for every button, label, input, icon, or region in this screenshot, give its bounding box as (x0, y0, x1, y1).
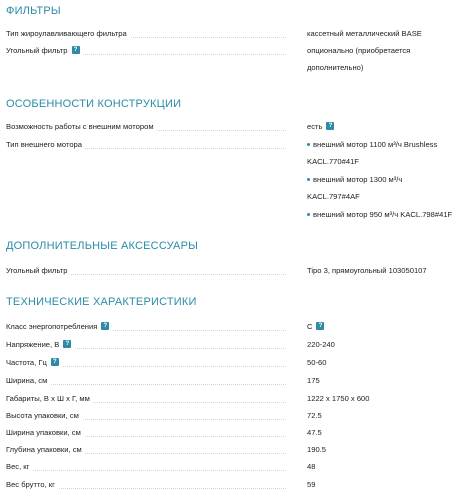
motor-option-code: KACL.797#4AF (307, 192, 360, 201)
spec-value: 59 (307, 480, 316, 489)
spec-value: опционально (приобретается (307, 46, 411, 55)
spec-row-dimensions (0, 390, 460, 408)
help-icon[interactable]: ? (51, 358, 59, 366)
spec-label: Угольный фильтр (6, 46, 68, 55)
spec-label: Ширина упаковки, см (6, 428, 84, 437)
spec-label: Возможность работы с внешним мотором (6, 122, 157, 131)
spec-row-package-depth (0, 441, 460, 459)
section-title-construction: ОСОБЕННОСТИ КОНСТРУКЦИИ (6, 98, 182, 110)
spec-row-package-height (0, 407, 460, 425)
motor-option-code: KACL.770#41F (307, 157, 359, 166)
spec-row-grease-filter (0, 25, 460, 43)
spec-value: 190.5 (307, 445, 327, 454)
spec-row-width (0, 372, 460, 390)
spec-label: Ширина, см (6, 376, 50, 385)
section-title-filters: ФИЛЬТРЫ (6, 5, 61, 17)
spec-row-energy-class (0, 318, 460, 336)
spec-label: Частота, Гц (6, 358, 47, 367)
help-icon[interactable]: ? (101, 322, 109, 330)
spec-value: 72.5 (307, 411, 322, 420)
spec-label: Напряжение, В (6, 340, 60, 349)
spec-row-weight (0, 458, 460, 476)
spec-value: кассетный металлический BASE (307, 29, 422, 38)
spec-value: 175 (307, 376, 320, 385)
section-title-accessories: ДОПОЛНИТЕЛЬНЫЕ АКСЕССУАРЫ (6, 240, 199, 252)
spec-value: Tipo 3, прямоугольный 103050107 (307, 266, 427, 275)
spec-label: Высота упаковки, см (6, 411, 82, 420)
spec-row-gross-weight (0, 476, 460, 494)
spec-value-cont: дополнительно) (307, 63, 364, 72)
bullet-icon (307, 178, 310, 181)
spec-label: Глубина упаковки, см (6, 445, 85, 454)
spec-row-accessory-carbon-filter (0, 262, 460, 280)
spec-label: Тип жироулавливающего фильтра (6, 29, 130, 38)
motor-option[interactable]: внешний мотор 1100 м³/ч Brushless (307, 136, 437, 154)
bullet-icon (307, 143, 310, 146)
spec-row-external-motor-support (0, 118, 460, 136)
spec-label: Вес брутто, кг (6, 480, 58, 489)
spec-row-package-width (0, 424, 460, 442)
spec-value: 220-240 (307, 340, 335, 349)
section-title-tech: ТЕХНИЧЕСКИЕ ХАРАКТЕРИСТИКИ (6, 296, 197, 308)
spec-value: есть (307, 122, 323, 131)
spec-label: Угольный фильтр (6, 266, 71, 275)
spec-row-voltage (0, 336, 460, 354)
spec-label: Вес, кг (6, 462, 32, 471)
spec-label: Класс энергопотребления (6, 322, 98, 331)
help-icon[interactable]: ? (316, 322, 324, 330)
spec-row-frequency (0, 354, 460, 372)
spec-row-carbon-filter (0, 42, 460, 72)
spec-label: Тип внешнего мотора (6, 140, 85, 149)
spec-value: 48 (307, 462, 316, 471)
spec-row-external-motor-type (0, 136, 460, 219)
help-icon[interactable]: ? (63, 340, 71, 348)
help-icon[interactable]: ? (72, 46, 80, 54)
spec-value: 47.5 (307, 428, 322, 437)
spec-value: 50-60 (307, 358, 327, 367)
spec-value: C (307, 322, 313, 331)
motor-option[interactable]: внешний мотор 1300 м³/ч (307, 171, 402, 189)
spec-label: Габариты, В х Ш х Г, мм (6, 394, 93, 403)
spec-value: 1222 x 1750 x 600 (307, 394, 370, 403)
bullet-icon (307, 213, 310, 216)
help-icon[interactable]: ? (326, 122, 334, 130)
motor-option[interactable]: внешний мотор 950 м³/ч KACL.798#41F (307, 206, 452, 224)
